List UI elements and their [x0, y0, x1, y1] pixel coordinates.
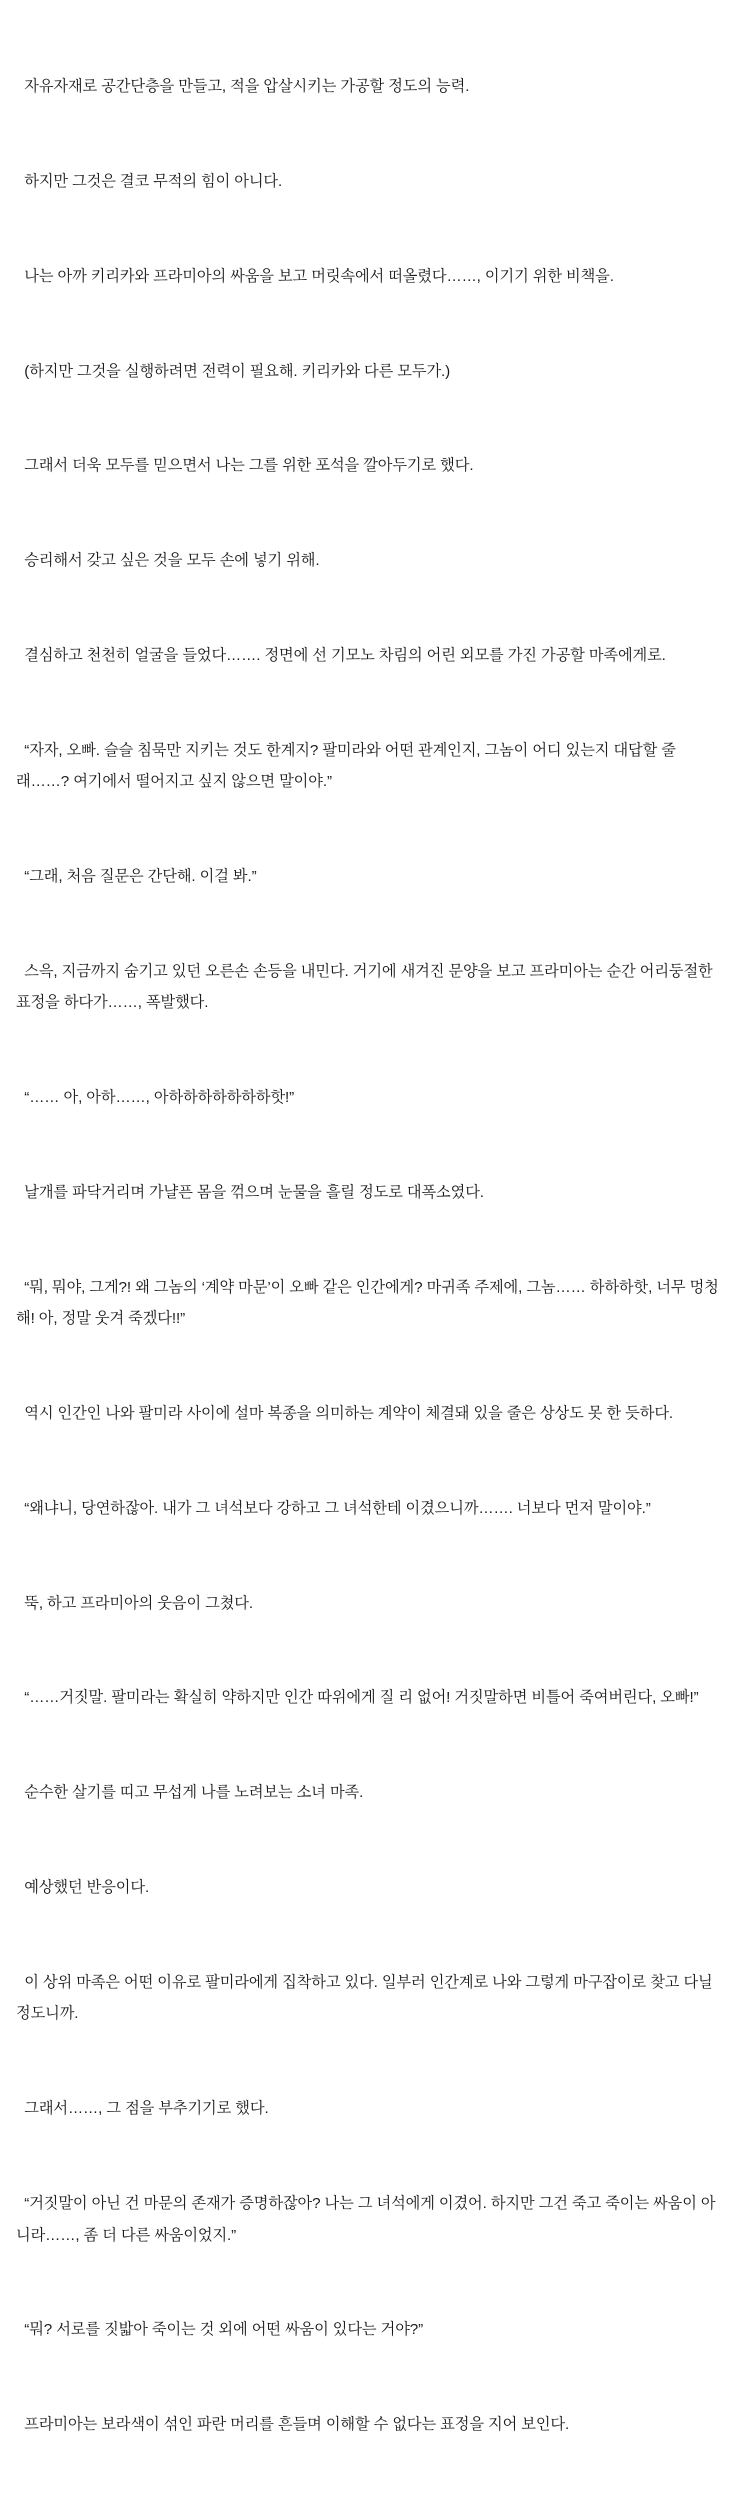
paragraph: “자자, 오빠. 슬슬 침묵만 지키는 것도 한계지? 팔미라와 어떤 관계인지, 그놈이 어디 있는지 대답할 줄래……? 여기에서 떨어지고 싶지 않으면 말이야.”: [16, 741, 676, 791]
paragraph: 순수한 살기를 띠고 무섭게 나를 노려보는 소녀 마족.: [16, 1784, 364, 1802]
paragraph: “거짓말이 아닌 건 마문의 존재가 증명하잖아? 나는 그 녀석에게 이겼어. 하지만 그건 죽고 죽이는 싸움이 아니라……, 좀 더 다른 싸움이었지.”: [16, 2194, 716, 2244]
paragraph: “왜냐니, 당연하잖아. 내가 그 녀석보다 강하고 그 녀석한테 이겼으니까……. 너보다 먼저 말이야.”: [16, 1499, 651, 1517]
paragraph: 그래서……, 그 점을 부추기기로 했다.: [16, 2100, 269, 2118]
paragraph: 그래서 더욱 모두를 믿으면서 나는 그를 위한 포석을 깔아두기로 했다.: [16, 457, 474, 475]
paragraph: “뭐? 서로를 짓밟아 죽이는 것 외에 어떤 싸움이 있다는 거야?”: [16, 2321, 424, 2339]
paragraph: “…… 아, 아하……, 아하하하하하하하핫!”: [16, 1089, 295, 1107]
paragraph: 스윽, 지금까지 숨기고 있던 오른손 손등을 내민다. 거기에 새겨진 문양을 보고 프라미아는 순간 어리둥절한 표정을 하다가……, 폭발했다.: [16, 962, 717, 1012]
paragraph: 프라미아는 보라색이 섞인 파란 머리를 흔들며 이해할 수 없다는 표정을 지어 보인다.: [16, 2416, 570, 2434]
paragraph: (하지만 그것을 실행하려면 전력이 필요해. 키리카와 다른 모두가.): [16, 362, 451, 380]
paragraph: 나는 아까 키리카와 프라미아의 싸움을 보고 머릿속에서 떠올렸다……, 이기기 위한 비책을.: [16, 267, 614, 285]
paragraph: 결심하고 천천히 얼굴을 들었다……. 정면에 선 기모노 차림의 어린 외모를 가진 가공할 마족에게로.: [16, 646, 666, 664]
paragraph: 승리해서 갖고 싶은 것을 모두 손에 넣기 위해.: [16, 552, 320, 570]
paragraph: “그래, 처음 질문은 간단해. 이걸 봐.”: [16, 868, 257, 886]
paragraph: 역시 인간인 나와 팔미라 사이에 설마 복종을 의미하는 계약이 체결돼 있을 줄은 상상도 못 한 듯하다.: [16, 1405, 674, 1423]
paragraph: 날개를 파닥거리며 가냘픈 몸을 꺾으며 눈물을 흘릴 정도로 대폭소였다.: [16, 1183, 484, 1201]
paragraph: 하지만 그것은 결코 무적의 힘이 아니다.: [16, 172, 283, 190]
paragraph: 이 상위 마족은 어떤 이유로 팔미라에게 집착하고 있다. 일부러 인간계로 나와 그렇게 마구잡이로 찾고 다닐 정도니까.: [16, 1973, 717, 2023]
paragraph: 자유자재로 공간단층을 만들고, 적을 압살시키는 가공할 정도의 능력.: [16, 78, 470, 96]
paragraph: 뚝, 하고 프라미아의 웃음이 그쳤다.: [16, 1594, 253, 1612]
paragraph: 예상했던 반응이다.: [16, 1879, 150, 1897]
document-body: [16, 8, 724, 2504]
paragraph: “뭐, 뭐야, 그게?! 왜 그놈의 ‘계약 마문’이 오빠 같은 인간에게? 마귀족 주제에, 그놈…… 하하하핫, 너무 멍청해! 아, 정말 웃겨 죽겠다!!”: [16, 1278, 719, 1328]
paragraph: “……거짓말. 팔미라는 확실히 약하지만 인간 따위에게 질 리 없어! 거짓말하면 비틀어 죽여버린다, 오빠!”: [16, 1689, 699, 1707]
